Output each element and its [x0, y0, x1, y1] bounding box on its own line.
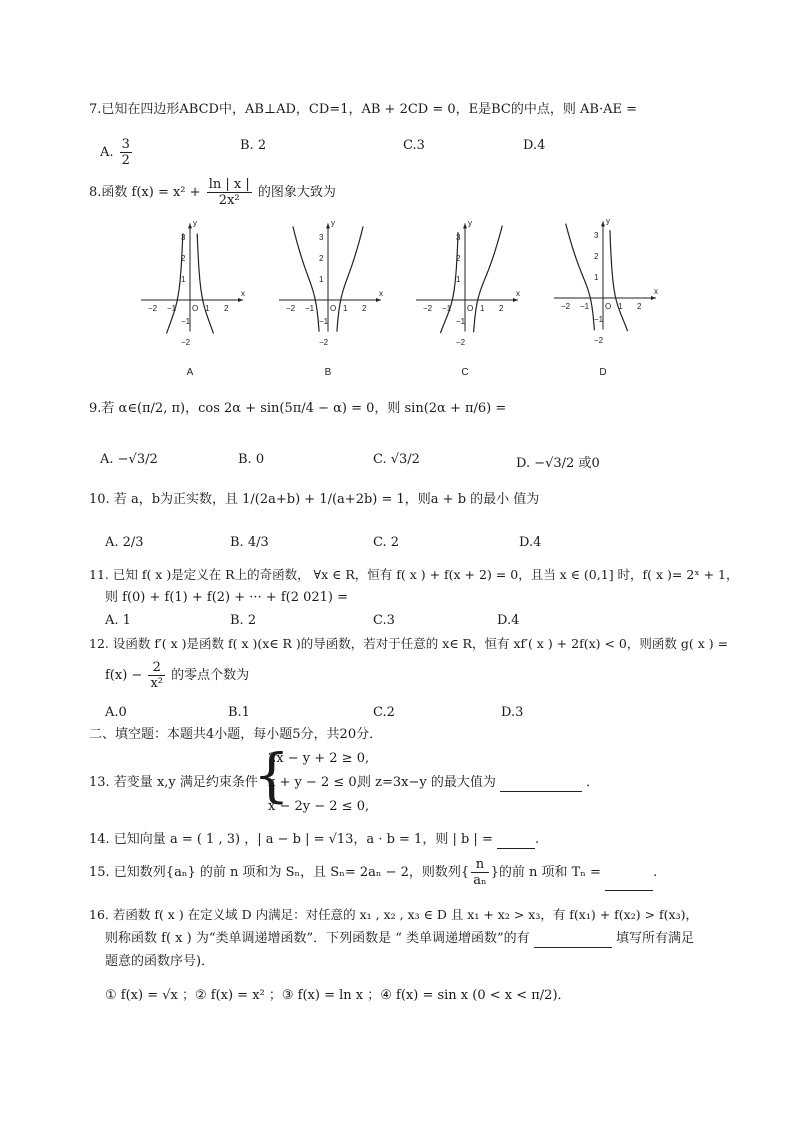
x-tick-label: −1: [305, 304, 315, 313]
y-tick-label: −1: [181, 317, 191, 326]
x-tick-label: 2: [362, 304, 367, 313]
y-tick-label: 2: [181, 254, 186, 263]
x-axis-label: x: [379, 289, 383, 298]
y-axis-label: y: [331, 218, 335, 228]
x-tick-label: −2: [148, 304, 158, 313]
q16-line3: 题意的函数序号)．: [105, 954, 215, 969]
x-tick-label: −2: [423, 304, 433, 313]
y-tick-label: 3: [181, 233, 186, 242]
q12-option-d: D.3: [501, 705, 524, 720]
y-tick-label: −2: [319, 338, 329, 347]
q10-option-b: B. 4/3: [230, 535, 269, 550]
q12-option-a: A.0: [105, 705, 127, 720]
q7-option-c: C.3: [403, 138, 425, 153]
graph-caption: B: [324, 367, 332, 378]
q16-line4: ① f(x) = √x ；② f(x) = x² ；③ f(x) = ln x ；④ f(x) = sin x (0 < x < π/2)．: [105, 988, 571, 1003]
section2-heading: 二、填空题：本题共4小题，每小题5分，共20分．: [89, 727, 383, 742]
x-tick-label: −1: [167, 304, 177, 313]
origin-label: O: [605, 302, 612, 311]
y-tick-label: −1: [594, 315, 604, 324]
y-tick-label: −2: [181, 338, 191, 347]
origin-label: O: [330, 304, 337, 313]
q16-line2: 则称函数 f( x ) 为“类单调递增函数”．下列函数是 “ 类单调递增函数”的有 填写所有满足: [105, 931, 694, 946]
q10-option-c: C. 2: [373, 535, 400, 550]
q7-option-a-fraction: $\frac{3}{2}$: [121, 137, 130, 168]
q15: 15. 已知数列{aₙ} 的前 n 项和为 Sₙ，且 Sₙ= 2aₙ − 2，则数列{ $\frac{n}{\text{aₙ}}$ }的前 n 项和 Tₙ = .: [89, 856, 657, 891]
q7-option-a: A. $\frac{3}{2}$: [100, 137, 130, 168]
y-axis-label: y: [468, 218, 472, 228]
q11-option-a: A. 1: [105, 613, 131, 628]
q13-answer-blank[interactable]: [500, 775, 582, 792]
q13-c2: x + y − 2 ≤ 0,: [268, 775, 361, 790]
q11-option-d: D.4: [497, 613, 520, 628]
q13-post: 则 z=3x−y 的最大值为 ．: [358, 775, 600, 790]
q11-option-b: B. 2: [230, 613, 257, 628]
q14: 14. 已知向量 a = ( 1 , 3) ，| a − b | = √13，a · b = 1，则 | b | = .: [89, 832, 540, 847]
x-tick-label: 1: [205, 304, 210, 313]
q12-line1: 12. 设函数 f′( x )是函数 f( x )(x∈ R )的导函数，若对于任意的 x∈ R，恒有 xf′( x ) + 2f(x) < 0，则函数 g( x ) =: [89, 636, 729, 651]
q13-brace: {: [253, 741, 290, 809]
q13-c3: x − 2y − 2 ≤ 0,: [268, 799, 370, 814]
origin-label: O: [192, 304, 199, 313]
q13-c1: 2x − y + 2 ≥ 0,: [268, 751, 370, 766]
q16-answer-blank[interactable]: [534, 931, 612, 948]
q10-option-d: D.4: [519, 535, 542, 550]
q10-stem: 10. 若 a，b为正实数，且 1/(2a+b) + 1/(a+2b) = 1，则a + b 的最小 值为: [89, 492, 540, 507]
x-tick-label: −2: [561, 302, 571, 311]
curve: [197, 234, 213, 334]
curve: [293, 227, 319, 332]
curve: [474, 226, 503, 333]
y-tick-label: 1: [319, 275, 324, 284]
curve: [610, 230, 628, 331]
graph-caption: A: [186, 367, 194, 378]
curve: [566, 224, 595, 331]
y-tick-label: 1: [456, 275, 461, 284]
x-axis-label: x: [516, 289, 520, 298]
q8-graph-a: [141, 218, 245, 378]
y-tick-label: 2: [594, 252, 599, 261]
q13-pre: 13. 若变量 x,y 满足约束条件: [89, 775, 258, 790]
y-tick-label: −2: [594, 336, 604, 345]
y-tick-label: −1: [319, 317, 329, 326]
y-tick-label: 1: [594, 273, 599, 282]
q8-graphs: [135, 215, 675, 380]
y-tick-label: 2: [456, 254, 461, 263]
y-tick-label: 1: [181, 275, 186, 284]
q10-option-a: A. 2/3: [105, 535, 144, 550]
x-tick-label: 1: [343, 304, 348, 313]
y-tick-label: 3: [319, 233, 324, 242]
x-tick-label: 2: [637, 302, 642, 311]
x-tick-label: 1: [618, 302, 623, 311]
q11-option-c: C.3: [373, 613, 395, 628]
x-tick-label: 1: [480, 304, 485, 313]
q8-graph-c: [416, 218, 520, 378]
q14-answer-blank[interactable]: [497, 832, 535, 849]
x-tick-label: 2: [224, 304, 229, 313]
x-axis-label: x: [241, 289, 245, 298]
q9-stem: 9.若 α∈(π/2, π)，cos 2α + sin(5π/4 − α) = 0，则 sin(2α + π/6) =: [89, 401, 507, 416]
q15-answer-blank[interactable]: [605, 856, 653, 891]
q12-option-b: B.1: [228, 705, 250, 720]
x-tick-label: −2: [286, 304, 296, 313]
q12-option-c: C.2: [373, 705, 395, 720]
q8-graph-b: [279, 218, 383, 378]
q7-option-b: B. 2: [240, 138, 267, 153]
q9-option-b: B. 0: [238, 452, 265, 467]
q16-line1: 16. 若函数 f( x ) 在定义域 D 内满足：对任意的 x₁ , x₂ , x₃ ∈ D 且 x₁ + x₂ > x₃，有 f(x₁) + f(x₂) > f(x₃)，: [89, 907, 698, 922]
y-tick-label: 3: [456, 233, 461, 242]
origin-label: O: [467, 304, 474, 313]
q7-stem: 7.已知在四边形ABCD中，AB⊥AD，CD=1，AB + 2CD = 0，E是BC的中点，则 AB·AE =: [89, 102, 637, 117]
q12-line2: f(x) − $\frac{2}{\text{x²}}$ 的零点个数为: [105, 660, 250, 691]
q7-option-d: D.4: [523, 138, 546, 153]
q8-graph-d: [554, 216, 658, 378]
q8-stem: 8.函数 f(x) = x² + $\frac{\ln | x |}{\text{2x²}}$ 的图象大致为: [89, 177, 336, 208]
q9-option-a: A. −√3/2: [100, 452, 158, 467]
y-axis-label: y: [193, 218, 197, 228]
y-tick-label: 3: [594, 231, 599, 240]
q9-option-c: C. √3/2: [373, 452, 420, 467]
y-axis-label: y: [606, 216, 610, 226]
curve: [337, 227, 363, 332]
x-tick-label: −1: [442, 304, 452, 313]
y-tick-label: 2: [319, 254, 324, 263]
y-tick-label: −2: [456, 338, 466, 347]
x-axis-label: x: [654, 287, 658, 296]
x-tick-label: −1: [580, 302, 590, 311]
graph-caption: C: [461, 367, 469, 378]
x-tick-label: 2: [499, 304, 504, 313]
y-tick-label: −1: [456, 317, 466, 326]
q11-line2: 则 f(0) + f(1) + f(2) + ··· + f(2 021) =: [105, 590, 349, 605]
q11-line1: 11. 已知 f( x )是定义在 R上的奇函数， ∀x ∈ R，恒有 f( x ) + f(x + 2) = 0，且当 x ∈ (0,1] 时，f( x )= 2ˣ + 1，: [89, 567, 739, 582]
graph-caption: D: [599, 367, 607, 378]
q9-option-d: D. −√3/2 或0: [516, 456, 600, 471]
